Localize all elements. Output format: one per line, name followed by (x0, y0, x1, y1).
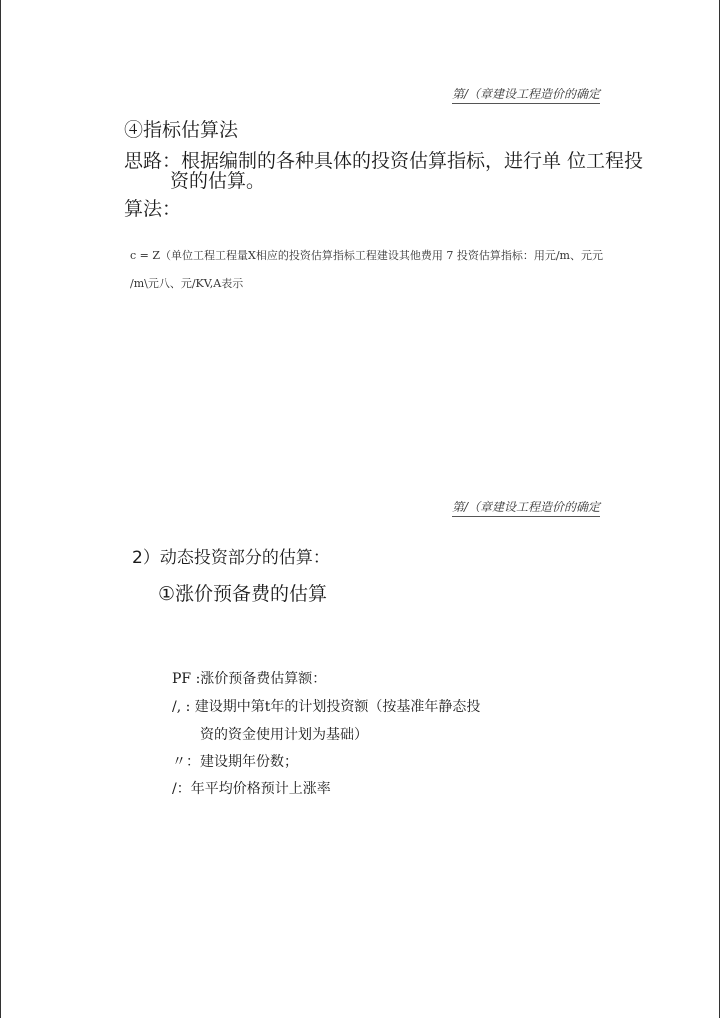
formula-line-2: /m\元八、元/KV,A表示 (130, 277, 244, 290)
definition-pf: PF :涨价预备费估算额： (172, 671, 327, 687)
method-title: ④指标估算法 (124, 119, 239, 141)
page-left-border (0, 0, 1, 1018)
definition-it: /, : 建设期中第t年的计划投资额（按基准年静态投 (172, 699, 481, 715)
idea-line-1: 思路：根据编制的各种具体的投资估算指标，进行单 位工程投 (124, 150, 644, 172)
definition-it-cont: 资的资金使用计划为基础） (200, 727, 368, 743)
section-title: 2）动态投资部分的估算： (132, 548, 330, 568)
algorithm-label: 算法： (124, 198, 182, 220)
idea-line-2: 资的估算。 (170, 170, 266, 192)
definition-f: /：年平均价格预计上涨率 (172, 781, 331, 797)
definition-n: 〃：建设期年份数； (172, 754, 298, 770)
formula-line-1: c = Z（单位工程工程量X相应的投资估算指标工程建设其他费用 7 投资估算指标：用元/m、元元 (130, 249, 603, 262)
running-header: 第/（章建设工程造价的确定 (452, 85, 600, 104)
running-header-2: 第/（章建设工程造价的确定 (452, 498, 600, 517)
subsection-title: ①涨价预备费的估算 (158, 583, 328, 605)
